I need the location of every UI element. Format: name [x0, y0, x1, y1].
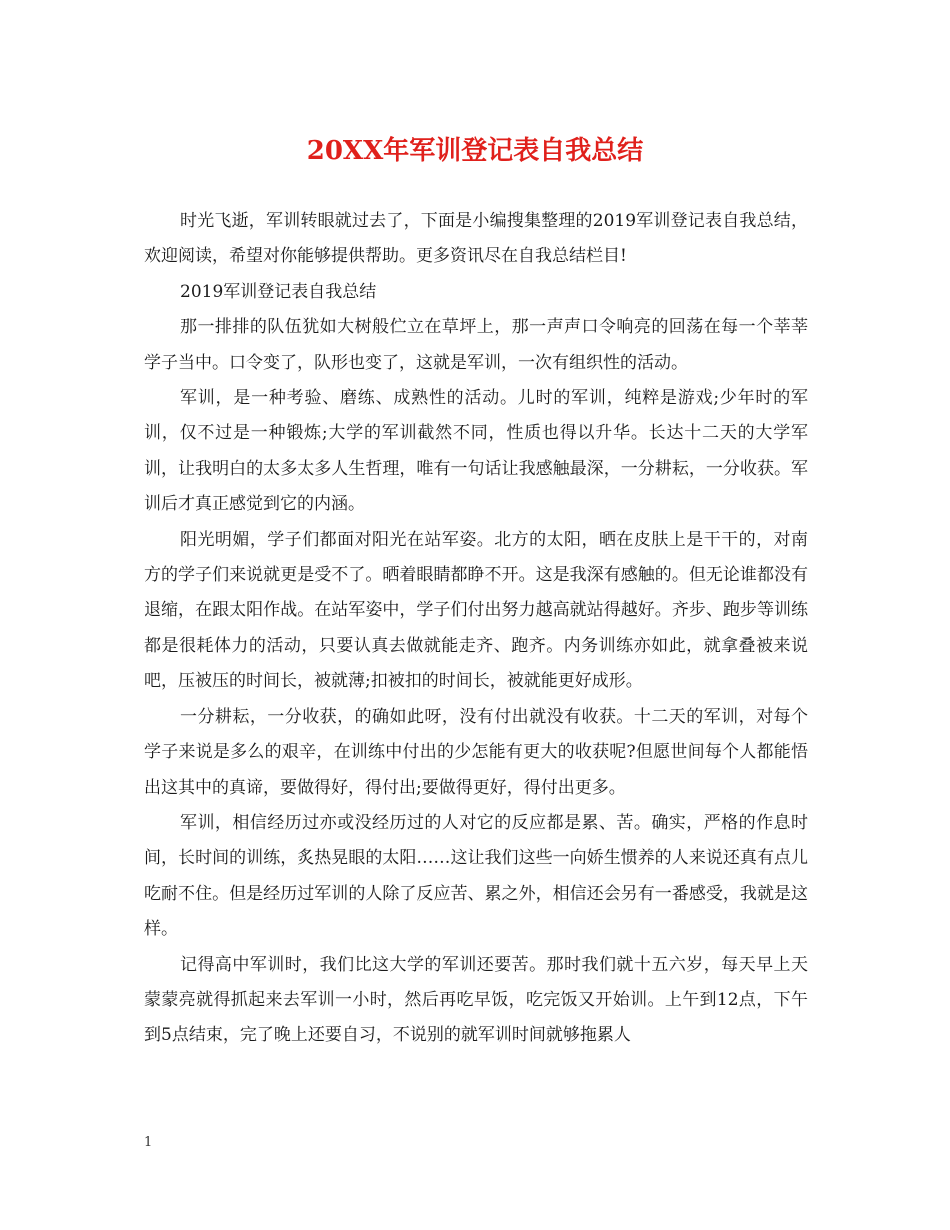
- paragraph: 那一排排的队伍犹如大树般伫立在草坪上，那一声声口令响亮的回荡在每一个莘莘学子当中。口令变了，队形也变了，这就是军训，一次有组织性的活动。: [144, 317, 808, 373]
- paragraph: 一分耕耘，一分收获，的确如此呀，没有付出就没有收获。十二天的军训，对每个学子来说是多么的艰辛，在训练中付出的少怎能有更大的收获呢?但愿世间每个人都能悟出这其中的真谛，要做得好，得付出;要做得更好，得付出更多。: [144, 706, 808, 798]
- paragraph-subtitle: 2019军训登记表自我总结: [180, 281, 377, 302]
- paragraph-intro: 时光飞逝，军训转眼就过去了，下面是小编搜集整理的2019军训登记表自我总结，欢迎阅读，希望对你能够提供帮助。更多资讯尽在自我总结栏目!: [144, 211, 808, 267]
- paragraph: 阳光明媚，学子们都面对阳光在站军姿。北方的太阳，晒在皮肤上是干干的，对南方的学子们来说就更是受不了。晒着眼睛都睁不开。这是我深有感触的。但无论谁都没有退缩，在跟太阳作战。在站军姿中，学子们付出努力越高就站得越好。齐步、跑步等训练都是很耗体力的活动，只要认真去做就能走齐、跑齐。内务训练亦如此，就拿叠被来说吧，压被压的时间长，被就薄;扣被扣的时间长，被就能更好成形。: [144, 529, 808, 692]
- paragraph: 军训，相信经历过亦或没经历过的人对它的反应都是累、苦。确实，严格的作息时间，长时间的训练，炙热晃眼的太阳……这让我们这些一向娇生惯养的人来说还真有点儿吃耐不住。但是经历过军训的人除了反应苦、累之外，相信还会另有一番感受，我就是这样。: [144, 812, 808, 940]
- page-number: 1: [144, 1135, 153, 1150]
- paragraph: 军训，是一种考验、磨练、成熟性的活动。儿时的军训，纯粹是游戏;少年时的军训，仅不过是一种锻炼;大学的军训截然不同，性质也得以升华。长达十二天的大学军训，让我明白的太多太多人生哲理，唯有一句话让我感触最深，一分耕耘，一分收获。军训后才真正感觉到它的内涵。: [144, 388, 808, 515]
- document-body: [144, 204, 808, 1054]
- document-title: 20XX年军训登记表自我总结: [306, 136, 644, 166]
- paragraph: 记得高中军训时，我们比这大学的军训还要苦。那时我们就十五六岁，每天早上天蒙蒙亮就得抓起来去军训一小时，然后再吃早饭，吃完饭又开始训。上午到12点，下午到5点结束，完了晚上还要自习，不说别的就军训时间就够拖累人: [144, 954, 808, 1046]
